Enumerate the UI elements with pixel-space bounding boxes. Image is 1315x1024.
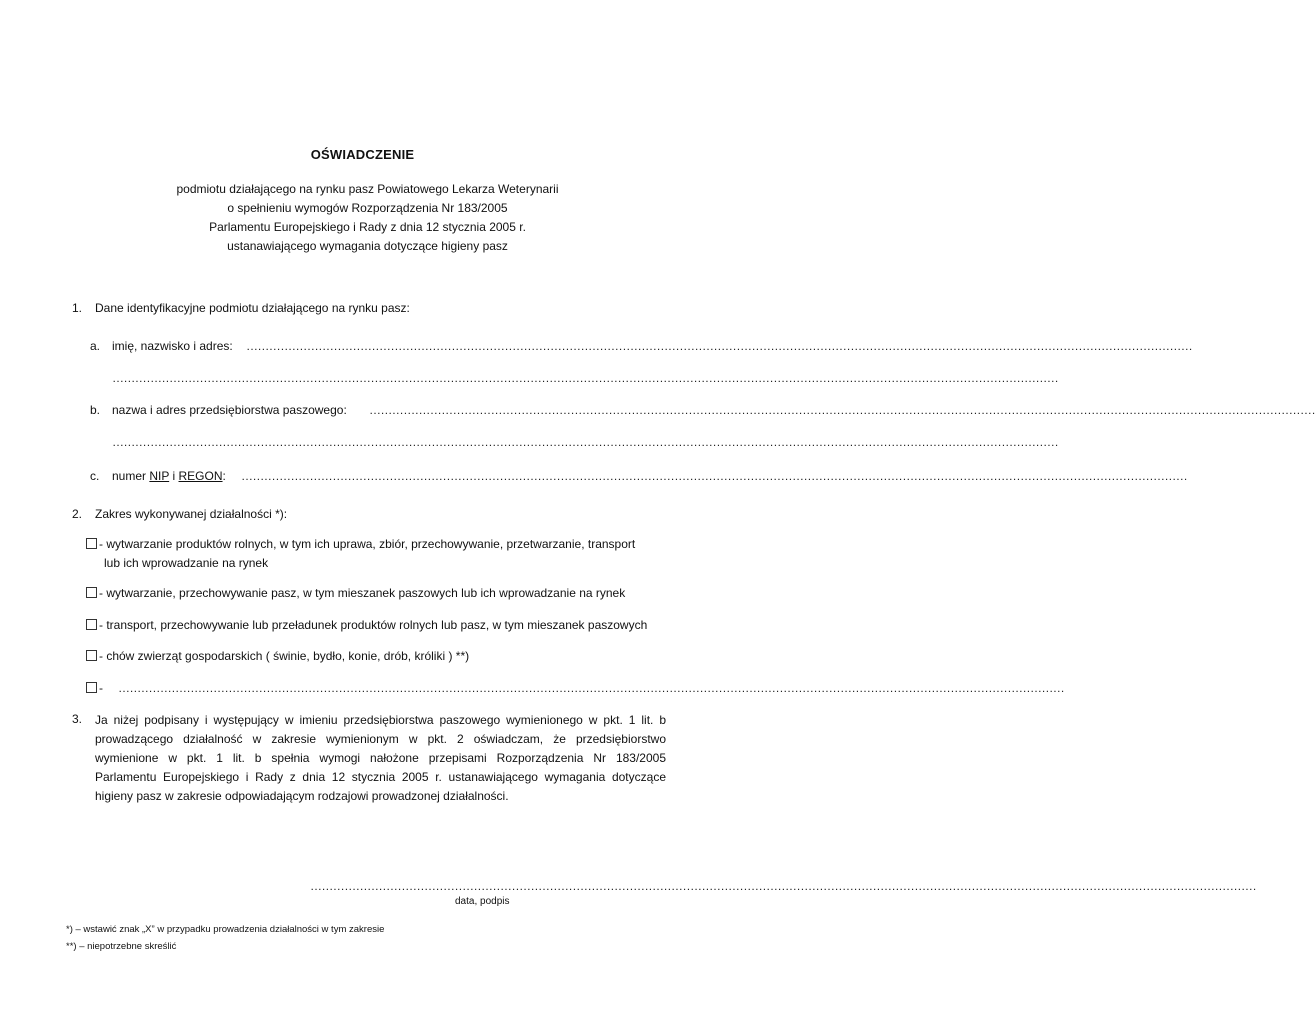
checkbox-livestock[interactable] [86,650,97,661]
checkbox-transport-storage[interactable] [86,619,97,630]
checkbox-other[interactable] [86,682,97,693]
nip-label: NIP [149,469,170,483]
option-livestock-text: - chów zwierząt gospodarskich ( świnie, bydło, konie, drób, króliki ) **) [99,649,470,663]
signature-field[interactable]: …………………………………………………………………………………………………………………………………………………………………………………………………………………………… [310,879,1257,893]
option-transport-storage [86,618,647,632]
section-2-heading: Zakres wykonywanej działalności *): [95,507,288,521]
item-b-label: nazwa i adres przedsiębiorstwa paszowego: [112,403,347,417]
declaration-text [95,711,666,806]
declaration-line-5: higieny pasz w zakresie odpowiadającym rodzajowi prowadzonej działalności. [95,789,509,803]
section-1-number: 1. [72,301,83,315]
section-1-heading: Dane identyfikacyjne podmiotu działającego na rynku pasz: [95,301,410,315]
item-a-label: imię, nazwisko i adres: [112,339,233,353]
declaration-line-2: prowadzącego działalność w zakresie wymienionym w pkt. 2 oświadczam, że przedsiębiorstwo [95,732,666,746]
name-address-field[interactable]: …………………………………………………………………………………………………………………………………………………………………………………………………………………………… [246,339,1193,353]
checkbox-feed-production[interactable] [86,587,97,598]
option-other-dash: - [99,681,103,695]
item-b-letter: b. [90,403,101,417]
item-a-letter: a. [90,339,101,353]
option-crop-production [86,537,635,551]
item-c-letter: c. [90,469,100,483]
option-crop-production-text: - wytwarzanie produktów rolnych, w tym ich uprawa, zbiór, przechowywanie, przetwarzanie, transport [99,537,636,551]
nip-regon-field[interactable]: …………………………………………………………………………………………………………………………………………………………………………………………………………………………… [241,469,1188,483]
checkbox-crop-production[interactable] [86,538,97,549]
item-c-conj: i [172,469,176,483]
declaration-line-4: Parlamentu Europejskiego i Rady z dnia 12 stycznia 2005 r. ustanawiającego wymagania dotyczące [95,770,666,784]
subtitle-line-1: podmiotu działającego na rynku pasz Powiatowego Lekarza Weterynarii [176,182,559,196]
name-address-field-continued[interactable]: …………………………………………………………………………………………………………………………………………………………………………………………………………………………… [112,371,1059,385]
footnote-1: *) – wstawić znak „X” w przypadku prowadzenia działalności w tym zakresie [66,924,385,935]
item-c-colon: : [222,469,226,483]
subtitle-line-2: o spełnieniu wymogów Rozporządzenia Nr 183/2005 [227,201,508,215]
signature-label: data, podpis [455,896,510,907]
option-livestock [86,649,469,663]
item-c-label [112,469,226,483]
company-name-field[interactable]: …………………………………………………………………………………………………………………………………………………………………………………………………………………………… [369,403,1315,417]
other-activity-field[interactable]: …………………………………………………………………………………………………………………………………………………………………………………………………………………………… [118,681,1065,695]
section-2-number: 2. [72,507,83,521]
option-transport-storage-text: - transport, przechowywanie lub przeładunek produktów rolnych lub pasz, w tym mieszanek paszowych [99,618,648,632]
declaration-line-3: wymienione w pkt. 1 lit. b spełnia wymogi nałożone przepisami Rozporządzenia Nr 183/2005 [95,751,666,765]
document-title: OŚWIADCZENIE [310,147,415,162]
footnote-2: **) – niepotrzebne skreślić [66,941,177,952]
option-feed-production [86,586,625,600]
item-c-prefix: numer [112,469,147,483]
option-crop-production-continued: lub ich wprowadzanie na rynek [104,556,269,570]
subtitle-line-3: Parlamentu Europejskiego i Rady z dnia 12 stycznia 2005 r. [209,220,526,234]
option-feed-production-text: - wytwarzanie, przechowywanie pasz, w tym mieszanek paszowych lub ich wprowadzanie na rynek [99,586,626,600]
regon-label: REGON [178,469,223,483]
section-3-number: 3. [72,712,83,726]
option-other [86,681,103,695]
declaration-line-1: Ja niżej podpisany i występujący w imieniu przedsiębiorstwa paszowego wymienionego w pkt. 1 lit. b [95,713,666,727]
company-name-field-continued[interactable]: …………………………………………………………………………………………………………………………………………………………………………………………………………………………… [112,435,1059,449]
subtitle-line-4: ustanawiającego wymagania dotyczące higieny pasz [227,239,508,253]
